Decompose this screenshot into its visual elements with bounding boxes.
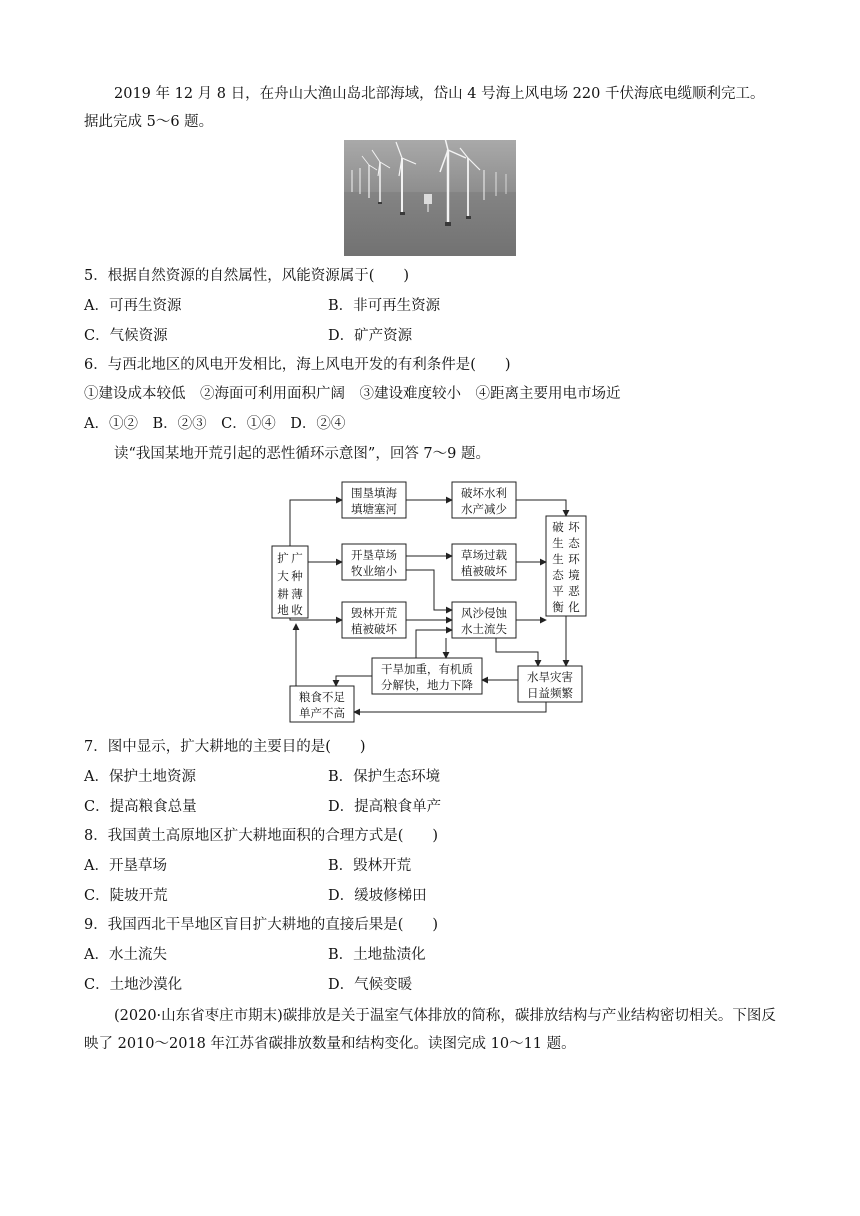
water-damage-line-1: 破坏水利	[461, 486, 507, 500]
eco-char-2: 生	[552, 536, 564, 550]
intro-paragraph-carbon: (2020·山东省枣庄市期末)碳排放是关于温室气体排放的简称，碳排放结构与产业结构密切相关。下图反映了 2010～2018 年江苏省碳排放数量和结构变化。读图完成 10～11 题。	[84, 1008, 776, 1052]
overgrazing-line-2: 植被破坏	[461, 564, 507, 578]
grassland-line-1: 开垦草场	[351, 548, 397, 562]
question-7-stem: 7．图中显示，扩大耕地的主要目的是( )	[84, 739, 366, 755]
eco-char-3: 态	[568, 536, 580, 550]
eco-char-5: 环	[568, 552, 580, 566]
eco-char-0: 破	[552, 520, 564, 534]
expand-char-7: 收	[291, 603, 303, 617]
question-5-option-a: A．可再生资源	[84, 298, 182, 314]
question-9-option-d: D．气候变暖	[328, 977, 413, 993]
intro-paragraph-wind: 2019 年 12 月 8 日，在舟山大渔山岛北部海域，岱山 4 号海上风电场 220 千伏海底电缆顺利完工。据此完成 5～6 题。	[84, 86, 765, 130]
eco-char-6: 态	[552, 568, 564, 582]
intro-paragraph-diagram: 读“我国某地开荒引起的恶性循环示意图”，回答 7～9 题。	[114, 446, 490, 462]
question-9-option-a: A．水土流失	[84, 947, 167, 963]
expand-char-3: 种	[291, 569, 303, 583]
question-6-options: A．①② B．②③ C．①④ D．②④	[84, 416, 346, 432]
question-5-stem: 5．根据自然资源的自然属性，风能资源属于( )	[84, 268, 410, 284]
low-yield-line-2: 单产不高	[299, 706, 345, 720]
question-9-stem: 9．我国西北干旱地区盲目扩大耕地的直接后果是( )	[84, 917, 439, 933]
drought-line-2: 分解快，地力下降	[381, 678, 473, 692]
question-8-option-a: A．开垦草场	[84, 858, 167, 874]
erosion-line-2: 水土流失	[461, 622, 507, 636]
eco-char-7: 境	[568, 568, 580, 582]
expand-char-4: 耕	[277, 587, 289, 601]
question-5-option-c: C．气候资源	[84, 328, 168, 344]
expand-char-5: 薄	[291, 587, 303, 601]
question-7-option-c: C．提高粮食总量	[84, 799, 197, 815]
low-yield-line-1: 粮食不足	[299, 690, 345, 704]
question-9-option-c: C．土地沙漠化	[84, 977, 183, 993]
eco-char-9: 恶	[568, 584, 580, 598]
expand-char-0: 扩	[277, 551, 289, 565]
disaster-line-1: 水旱灾害	[527, 670, 573, 684]
disaster-line-2: 日益频繁	[527, 686, 573, 700]
question-8-option-c: C．陡坡开荒	[84, 888, 168, 904]
question-5-option-b: B．非可再生资源	[328, 298, 441, 314]
question-6-stem: 6．与西北地区的风电开发相比，海上风电开发的有利条件是( )	[84, 357, 511, 373]
reclaim-sea-line-2: 填塘塞河	[351, 502, 397, 516]
expand-char-1: 广	[291, 551, 303, 565]
grassland-line-2: 牧业缩小	[351, 564, 397, 578]
eco-char-1: 坏	[568, 520, 580, 534]
drought-line-1: 干旱加重，有机质	[381, 662, 473, 676]
expand-char-6: 地	[277, 603, 289, 617]
question-7-option-a: A．保护土地资源	[84, 769, 196, 785]
question-9-option-b: B．土地盐渍化	[328, 947, 426, 963]
eco-char-10: 衡	[552, 600, 564, 614]
water-damage-line-2: 水产减少	[461, 502, 507, 516]
question-8-option-d: D．缓坡修梯田	[328, 888, 427, 904]
question-5-option-d: D．矿产资源	[328, 328, 413, 344]
question-8-stem: 8．我国黄土高原地区扩大耕地面积的合理方式是( )	[84, 828, 439, 844]
eco-char-4: 生	[552, 552, 564, 566]
question-8-option-b: B．毁林开荒	[328, 858, 412, 874]
deforest-line-1: 毁林开荒	[351, 606, 397, 620]
question-7-option-b: B．保护生态环境	[328, 769, 441, 785]
question-7-option-d: D．提高粮食单产	[328, 799, 442, 815]
reclaim-sea-line-1: 围垦填海	[351, 486, 397, 500]
erosion-line-1: 风沙侵蚀	[461, 606, 507, 620]
overgrazing-line-1: 草场过载	[461, 548, 507, 562]
eco-char-8: 平	[552, 584, 564, 598]
offshore-wind-turbines-photo	[344, 140, 516, 256]
deforest-line-2: 植被破坏	[351, 622, 397, 636]
expand-char-2: 大	[277, 569, 289, 583]
question-6-conditions: ①建设成本较低 ②海面可利用面积广阔 ③建设难度较小 ④距离主要用电市场近	[84, 386, 621, 402]
vicious-cycle-diagram	[266, 474, 596, 724]
eco-char-11: 化	[568, 600, 580, 614]
